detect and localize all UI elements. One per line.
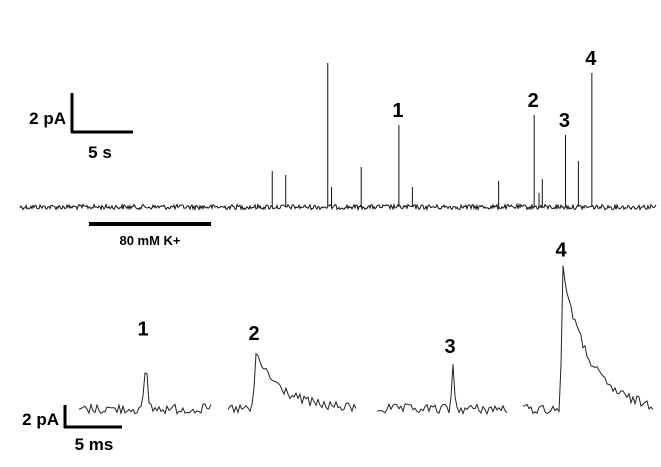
event-trace-label: 1 <box>137 318 149 341</box>
top-event-labels <box>392 48 597 132</box>
top-event-label: 4 <box>585 48 597 70</box>
top-scale-bar-y-label: 2 pA <box>29 109 66 128</box>
event-trace-label: 4 <box>555 239 567 262</box>
top-event-label: 1 <box>392 100 404 122</box>
event-trace-label: 2 <box>248 323 260 345</box>
top-trace-panel <box>20 48 656 248</box>
bottom-event-labels <box>137 239 567 358</box>
bottom-scale-bar-y-label: 2 pA <box>22 410 59 429</box>
event-trace-label: 3 <box>444 336 456 359</box>
stimulus-bar-label: 80 mM K+ <box>119 233 181 248</box>
stimulus-bar <box>89 224 211 248</box>
bottom-traces-panel <box>22 239 653 454</box>
top-baseline-trace <box>20 205 656 210</box>
top-spikes-group <box>272 63 592 207</box>
event-trace <box>523 266 653 414</box>
top-scale-bar <box>29 93 133 162</box>
bottom-scale-bar-x-label: 5 ms <box>74 435 114 454</box>
top-event-label: 2 <box>527 90 539 112</box>
top-event-label: 3 <box>558 110 571 132</box>
bottom-scale-bar <box>22 405 122 454</box>
top-scale-bar-x-label: 5 s <box>88 143 112 162</box>
bottom-traces-group <box>79 266 653 414</box>
event-trace <box>79 373 211 414</box>
event-trace <box>377 364 507 414</box>
event-trace <box>228 354 356 413</box>
